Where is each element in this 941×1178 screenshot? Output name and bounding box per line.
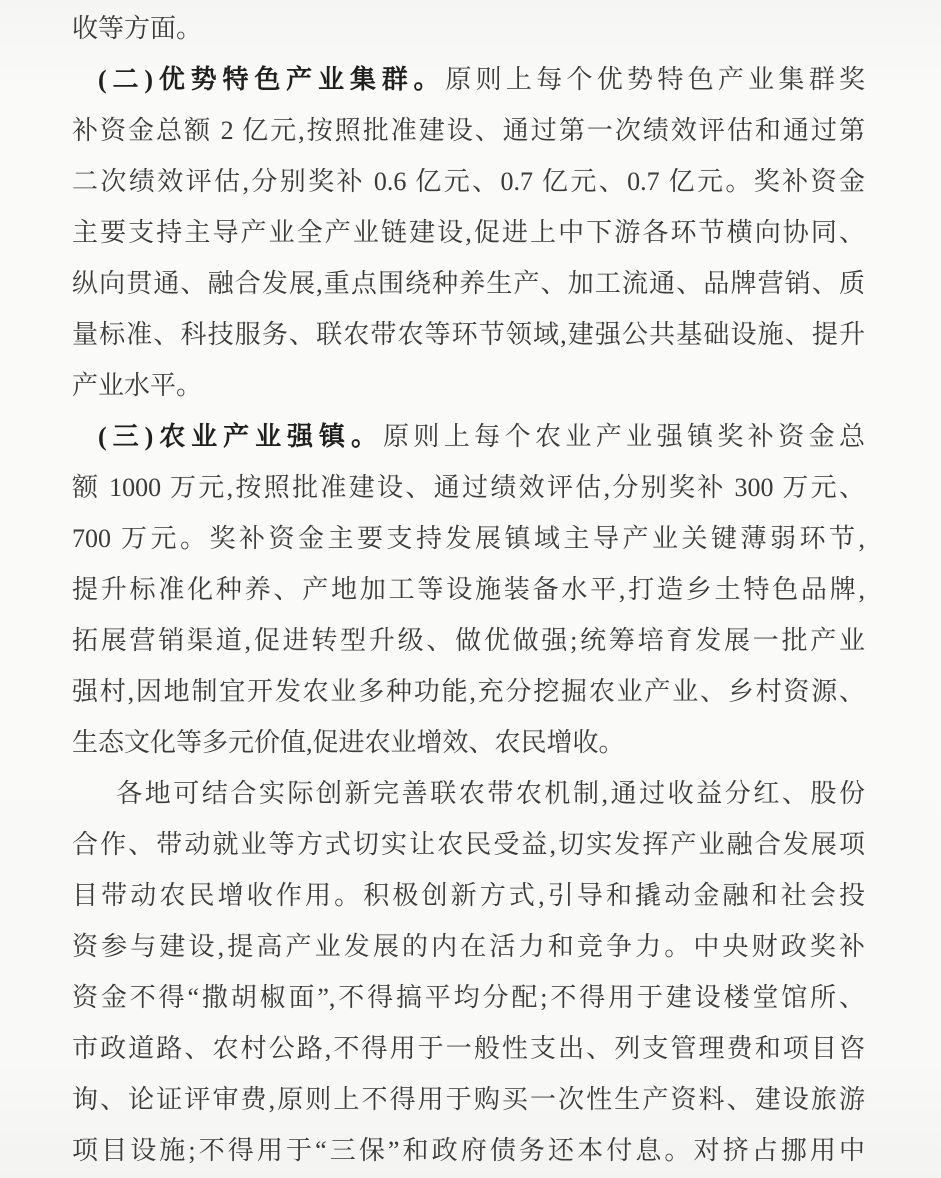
- text-line: [72, 3, 865, 54]
- line-text: 量标准、科技服务、联农带农等环节领域,建强公共基础设施、提升: [72, 320, 865, 349]
- line-text: 目带动农民增收作用。积极创新方式,引导和撬动金融和社会投: [72, 881, 865, 910]
- line-text: 原则上每个优势特色产业集群奖: [445, 65, 865, 94]
- line-text: 各地可结合实际创新完善联农带农机制,通过收益分红、股份: [116, 779, 865, 808]
- line-text: 补资金总额 2 亿元,按照批准建设、通过第一次绩效评估和通过第: [72, 116, 865, 145]
- text-line: [72, 360, 865, 411]
- line-text: 询、论证评审费,原则上不得用于购买一次性生产资料、建设旅游: [72, 1085, 865, 1114]
- text-line: [72, 207, 865, 258]
- line-text: 额 1000 万元,按照批准建设、通过绩效评估,分别奖补 300 万元、: [72, 473, 865, 502]
- section-heading: (三)农业产业强镇。: [98, 422, 383, 451]
- line-text: 主要支持主导产业全产业链建设,促进上中下游各环节横向协同、: [72, 218, 865, 247]
- line-text: 纵向贯通、融合发展,重点围绕种养生产、加工流通、品牌营销、质: [72, 269, 865, 298]
- text-line: [72, 921, 865, 972]
- text-line: [72, 156, 865, 207]
- line-text: 收等方面。: [72, 14, 203, 43]
- text-line: [72, 105, 865, 156]
- line-text: 市政道路、农村公路,不得用于一般性支出、列支管理费和项目咨: [72, 1034, 865, 1063]
- text-line: [72, 819, 865, 870]
- text-line: [72, 411, 865, 462]
- line-text: 原则上每个农业产业强镇奖补资金总: [382, 422, 865, 451]
- line-text: 产业水平。: [72, 371, 203, 400]
- text-line: [72, 717, 865, 768]
- text-line: [72, 1125, 865, 1176]
- text-line: [72, 513, 865, 564]
- text-line: [72, 615, 865, 666]
- section-heading: (二)优势特色产业集群。: [98, 65, 446, 94]
- line-text: 合作、带动就业等方式切实让农民受益,切实发挥产业融合发展项: [72, 830, 865, 859]
- text-line: [72, 666, 865, 717]
- text-line: [72, 972, 865, 1023]
- line-text: 项目设施;不得用于“三保”和政府债务还本付息。对挤占挪用中: [72, 1136, 865, 1165]
- text-line: [72, 309, 865, 360]
- text-line: [72, 768, 865, 819]
- text-line: [72, 564, 865, 615]
- text-line: [72, 1023, 865, 1074]
- line-text: 拓展营销渠道,促进转型升级、做优做强;统筹培育发展一批产业: [72, 626, 865, 655]
- line-text: 强村,因地制宜开发农业多种功能,充分挖掘农业产业、乡村资源、: [72, 677, 865, 706]
- line-text: 700 万元。奖补资金主要支持发展镇域主导产业关键薄弱环节,: [72, 524, 865, 553]
- line-text: 生态文化等多元价值,促进农业增效、农民增收。: [72, 728, 625, 757]
- line-text: 二次绩效评估,分别奖补 0.6 亿元、0.7 亿元、0.7 亿元。奖补资金: [72, 167, 865, 196]
- text-line: [72, 258, 865, 309]
- line-text: 提升标准化种养、产地加工等设施装备水平,打造乡土特色品牌,: [72, 575, 865, 604]
- line-text: 资参与建设,提高产业发展的内在活力和竞争力。中央财政奖补: [72, 932, 865, 961]
- text-line: [72, 462, 865, 513]
- text-line: [72, 54, 865, 105]
- text-line: [72, 870, 865, 921]
- text-line: [72, 1074, 865, 1125]
- line-text: 资金不得“撒胡椒面”,不得搞平均分配;不得用于建设楼堂馆所、: [72, 983, 865, 1012]
